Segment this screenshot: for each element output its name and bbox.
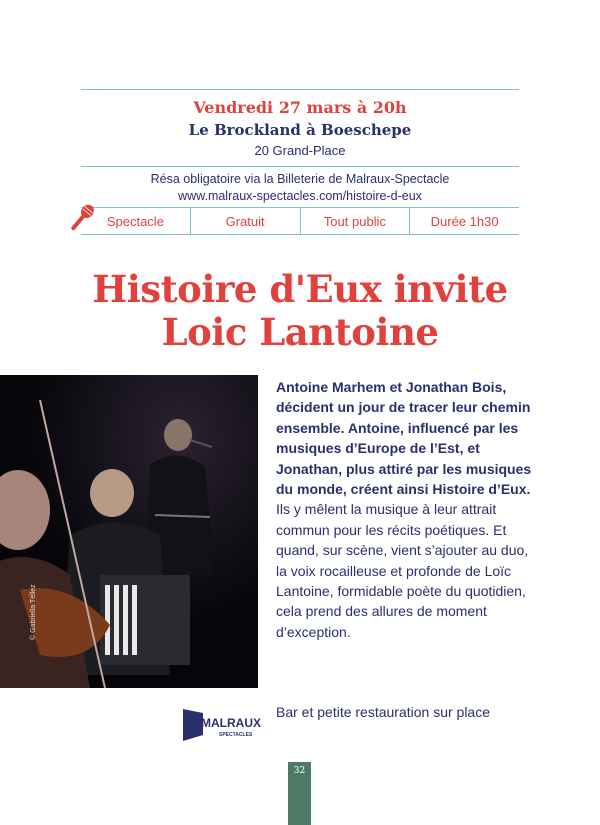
malraux-logo bbox=[181, 705, 265, 745]
info-bottom-rule bbox=[81, 234, 519, 235]
booking-url[interactable]: www.malraux-spectacles.com/histoire-d-eux bbox=[178, 189, 422, 203]
description-rest: Ils y mêlent la musique à leur attrait commun pour les récits poétiques. Et quand, sur scène, vient s’ajouter au duo, la voix rocailleuse et profonde de Loïc Lantoine, formidable poète du quotidien, cela prend des allures de moment d’exception. bbox=[276, 501, 529, 640]
event-venue: Le Brockland à Boeschepe bbox=[188, 121, 412, 139]
show-title-line1: Histoire d'Eux invite bbox=[92, 267, 508, 311]
info-bar bbox=[81, 208, 519, 234]
info-price: Gratuit bbox=[190, 208, 300, 234]
middle-rule bbox=[81, 166, 519, 167]
page-number: 32 bbox=[293, 766, 306, 776]
concert-photo bbox=[0, 375, 258, 688]
description-intro: Antoine Marhem et Jonathan Bois, décident un jour de tracer leur chemin ensemble. Antoine, influencé par les musiques d’Europe de l’Est, et Jonathan, plus attiré par les musiques du monde, créent ainsi Histoire d’Eux. bbox=[276, 379, 532, 498]
show-title-line2: Loic Lantoine bbox=[161, 310, 439, 354]
booking-info: Résa obligatoire via la Billeterie de Malraux-Spectacle bbox=[150, 172, 450, 186]
microphone-icon bbox=[61, 201, 101, 237]
info-duration: Durée 1h30 bbox=[409, 208, 519, 234]
page-tab bbox=[288, 762, 311, 825]
bar-note: Bar et petite restauration sur place bbox=[276, 704, 491, 720]
svg-text:MALRAUX: MALRAUX bbox=[201, 716, 261, 730]
event-date: Vendredi 27 mars à 20h bbox=[193, 98, 407, 117]
top-rule bbox=[81, 89, 519, 90]
concert-photo-illustration bbox=[0, 375, 258, 688]
photo-credit: © Gabriella Téllez bbox=[30, 584, 37, 640]
description bbox=[276, 377, 538, 642]
event-address: 20 Grand-Place bbox=[254, 143, 346, 158]
svg-text:SPECTACLES: SPECTACLES bbox=[219, 732, 253, 738]
info-type: Spectacle bbox=[106, 213, 164, 229]
info-audience: Tout public bbox=[300, 208, 410, 234]
